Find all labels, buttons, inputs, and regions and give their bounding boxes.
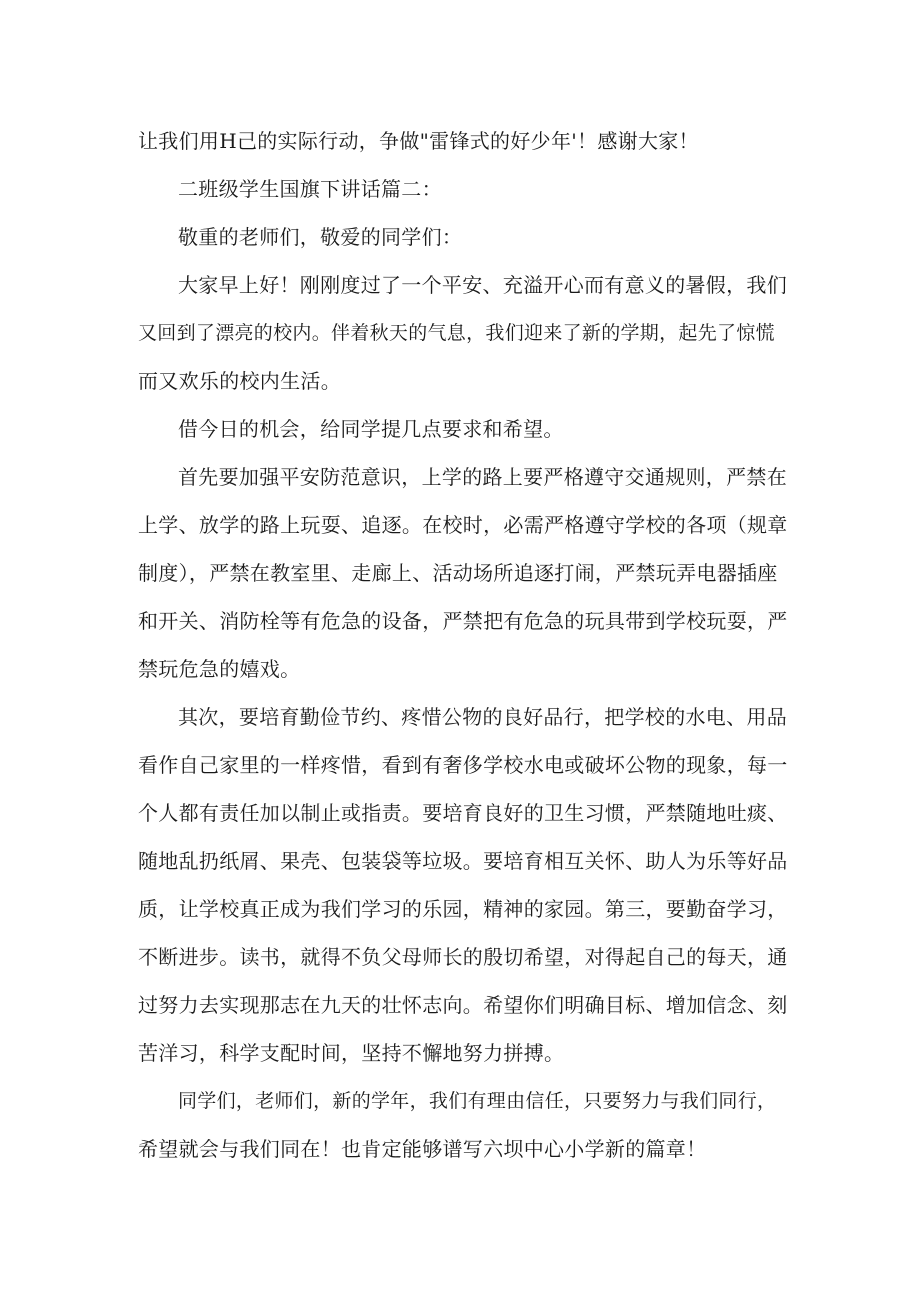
text-line: 让我们用H己的实际行动，争做"雷锋式的好少年'！感谢大家！: [138, 129, 699, 153]
text-line: 首先要加强平安防范意识，上学的路上要严格遵守交通规则，严禁在: [178, 465, 787, 489]
text-line: 苦洋习，科学支配时间，坚持不懈地努力拼搏。: [138, 1041, 565, 1065]
text-line: 质，让学校真正成为我们学习的乐园，精神的家园。第三，要勤奋学习，: [138, 897, 788, 921]
section-heading: 二班级学生国旗下讲话篇二：: [178, 177, 442, 201]
text-line: 其次，要培育勤俭节约、疼惜公物的良好品行，把学校的水电、用品: [178, 705, 787, 729]
text-line: 看作自己家里的一样疼惜，看到有奢侈学校水电或破坏公物的现象，每一: [138, 753, 788, 777]
salutation: 敬重的老师们，敬爱的同学们：: [178, 225, 463, 249]
text-line: 希望就会与我们同在！也肯定能够谱写六坝中心小学新的篇章！: [138, 1137, 707, 1161]
text-line: 同学们，老师们，新的学年，我们有理由信任，只要努力与我们同行，: [178, 1090, 777, 1112]
text-line: 大家早上好！刚刚度过了一个平安、充溢开心而有意义的暑假，我们: [178, 273, 787, 297]
text-line: 随地乱扔纸屑、果壳、包装袋等垃圾。要培育相互关怀、助人为乐等好品: [138, 849, 788, 873]
text-line: 过努力去实现那志在九天的壮怀志向。希望你们明确目标、增加信念、刻: [138, 993, 788, 1017]
text-line: 禁玩危急的嬉戏。: [138, 657, 301, 681]
text-line: 上学、放学的路上玩耍、追逐。在校时，必需严格遵守学校的各项（规章: [138, 513, 788, 537]
text-line: 个人都有责任加以制止或指责。要培育良好的卫生习惯，严禁随地吐痰、: [138, 801, 788, 825]
text-line: 制度），严禁在教室里、走廊上、活动场所追逐打闹，严禁玩弄电器插座: [138, 561, 778, 585]
text-line: 而又欢乐的校内生活。: [138, 369, 341, 393]
text-line: 又回到了漂亮的校内。伴着秋天的气息，我们迎来了新的学期，起先了惊慌: [138, 322, 775, 344]
text-line: 和开关、消防栓等有危急的设备，严禁把有危急的玩具带到学校玩耍，严: [138, 609, 788, 633]
text-line: 不断进步。读书，就得不负父母师长的殷切希望，对得起自己的每天，通: [138, 945, 788, 969]
text-line: 借今日的机会，给同学提几点要求和希望。: [178, 417, 564, 441]
